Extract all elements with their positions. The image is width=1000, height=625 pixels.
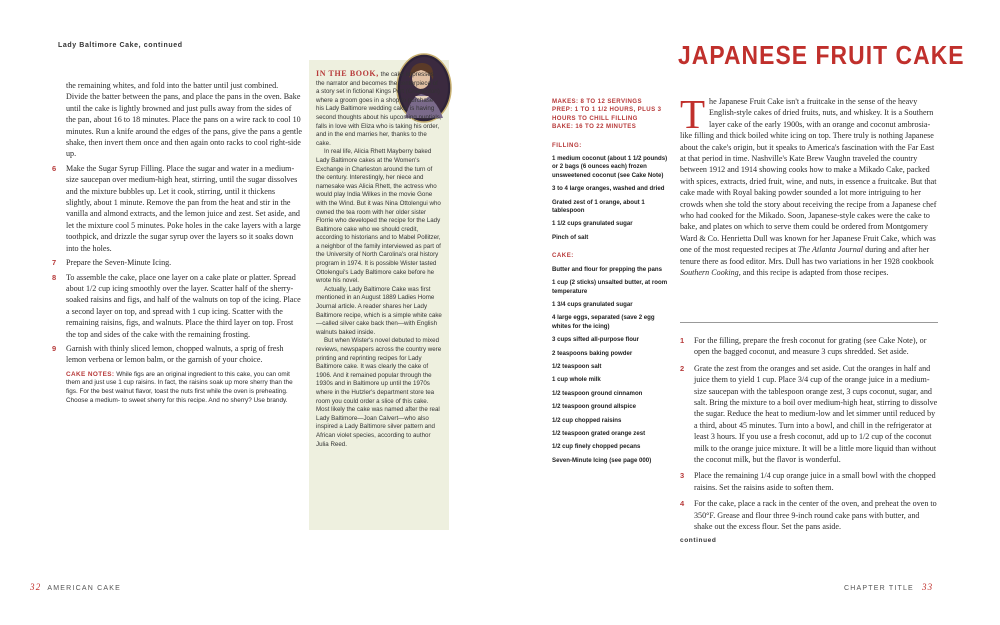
cake-notes-text: While figs are an original ingredient to this cake, you can omit them and just use 1 cup raisins. In fact, the raisins soak up more sherry than the figs. For the best walnut flavor, toast the nuts first while the oven is preheating. Choose a medium- to sweet sherry for this recipe. And no sherry? Use brandy. — [66, 370, 293, 404]
ingredient-item: 3 cups sifted all-purpose flour — [552, 336, 640, 344]
step-text: Make the Sugar Syrup Filling. Place the sugar and water in a medium-size saucepan over medium-high heat, stirring, until the sugar dissolves and the mixture bubbles up. Let it cook, stirring, until it thickens slightly, about 1 minute. Remove the pan from the heat and stir in the vanilla and almond extracts, and the lemon juice and zest. Set aside, and let the mixture cool 5 minutes. Poke holes in the cake layers with a large toothpick, and drizzle the sugar syrup over the layers so it soaks down into the holes. — [66, 163, 301, 253]
step-text: For the filling, prepare the fresh coconut for grating (see Cake Note), or open the bagged coconut, and measure 3 cups shredded. Set aside. — [694, 336, 927, 357]
yield-prep: PREP: 1 TO 1 1/2 HOURS, PLUS 3 HOURS TO CHILL FILLING — [552, 106, 662, 122]
page-number: 32 — [30, 582, 42, 592]
step-number: 3 — [680, 471, 685, 481]
step-text: Grate the zest from the oranges and set aside. Cut the oranges in half and juice them to yield 1 cup. Place 3/4 cup of the orange juice in a medium-size saucepan with the tablespoon orange zest, 3 cups coconut, sugar, and salt. Bring the mixture to a boil over medium-high heat, stirring to dissolve the sugar. Reduce the heat to medium-low and let simmer until reduced by a third, about 45 minutes. Turn into a bowl, and chill in the refrigerator at least 3 hours. If you use a fresh coconut, add up to 1/2 cup of the coconut milk to the orange juice mixture. It will be a little more liquid than without the coconut milk, but the flavor is wonderful. — [694, 363, 938, 465]
intro-paragraph: The Japanese Fruit Cake isn't a fruitcake in the sense of the heavy English-style cakes of dried fruits, nuts, and whiskey. It is a Southern layer cake of the early 1900s, with an orange and coconut ambrosia-like filling and thick boiled white icing on top. There truly is nothing Japanese about the cake's origin, but it speaks to America's fascination with the Far East at that period in time. Nashville's Kate Brew Vaughn traveled the country between 1912 and 1914 showing cooks how to make a Mikado Cake, packed with spices, extracts, dried fruit, wine, and nuts, in essence a fruitcake. But that cake made with Royal baking powder sounded a lot more intriguing to her crowds when she told the story about receiving the recipe from a Japanese chef who had cooked for the Mikado. Soon, Japanese-style cakes were the cake to bake, and plates on which to serve them could be ordered from Montgomery Ward & Co. Henrietta Dull was known for her Japanese Fruit Cake, which was one of the most requested recipes at The Atlanta Journal during and after her tenure there as food editor. Mrs. Dull has two variations in her 1928 cookbook Southern Cooking, and this recipe is adapted from those recipes. — [680, 91, 937, 278]
ingredient-item: 1 cup (2 sticks) unsalted butter, at room temperature — [552, 279, 668, 295]
ingredient-item: Seven-Minute Icing (see page 000) — [552, 456, 652, 464]
step-2 — [680, 363, 938, 466]
recipe-title: JAPANESE FRUIT CAKE — [678, 40, 965, 70]
step-4 — [680, 498, 938, 532]
ingredient-item: 1/2 cup finely chopped pecans — [552, 443, 641, 451]
ingredients-column — [552, 98, 674, 465]
yield-makes: MAKES: 8 TO 12 SERVINGS — [552, 98, 642, 105]
ingredient-item: Grated zest of 1 orange, about 1 tablespoon — [552, 198, 645, 215]
step-text: Garnish with thinly sliced lemon, chopped walnuts, a sprig of fresh lemon verbena or lemon balm, or the garnish of your choice. — [66, 343, 284, 365]
cake-notes-label: CAKE NOTES: — [66, 370, 115, 378]
book-title: AMERICAN CAKE — [47, 585, 121, 592]
step-3 — [680, 470, 938, 493]
step-9 — [52, 343, 302, 366]
ingredient-item: 1/2 teaspoon salt — [552, 362, 602, 370]
ingredient-item: 3 to 4 large oranges, washed and dried — [552, 185, 665, 193]
step-number: 9 — [52, 343, 57, 353]
step-text: To assemble the cake, place one layer on a cake plate or platter. Spread about 1/2 cup icing smoothly over the layer. Scatter half of the sherry-soaked raisins and figs, and half of the walnuts on top of the icing. Place a second layer on top, and spread with 1 cup icing. Scatter with the remaining raisins, figs, and walnuts. Place the third layer on top. Frost the top and sides of the cake with the remaining frosting. — [66, 272, 301, 339]
step-text: Place the remaining 1/4 cup orange juice in a small bowl with the chopped raisins. Set the raisins aside to soften them. — [694, 471, 936, 492]
drop-cap: T — [680, 91, 706, 137]
step-1 — [680, 335, 938, 358]
step-number: 1 — [680, 336, 685, 345]
ingredient-item: 1 medium coconut (about 1 1/2 pounds) or 2 bags (6 ounces each) frozen unsweetened coconut (see Cake Note) — [552, 155, 668, 179]
chapter-title: CHAPTER TITLE — [844, 585, 914, 592]
ingredient-item: 1 1/2 cups granulated sugar — [552, 220, 633, 228]
ingredient-item: 1 cup whole milk — [552, 376, 601, 384]
ingredient-item: 1/2 cup chopped raisins — [552, 416, 622, 424]
ingredient-item: 1 3/4 cups granulated sugar — [552, 300, 633, 308]
yield-bake: BAKE: 16 TO 22 MINUTES — [552, 123, 637, 131]
cake-heading: CAKE: — [552, 252, 574, 260]
filling-heading: FILLING: — [552, 141, 582, 149]
folio-left — [30, 582, 121, 592]
sidebar-para-3: Actually, Lady Baltimore Cake was first mentioned in an August 1889 Ladies Home Journal article. A reader shares her Lady Baltimore recipe, which is a simple white cake—called silver cake back then—with English walnuts baked inside. — [316, 285, 442, 336]
left-column — [52, 80, 303, 405]
page-number: 33 — [921, 582, 934, 592]
ingredient-item: Pinch of salt — [552, 233, 589, 241]
divider — [680, 322, 938, 323]
step-number: 8 — [52, 272, 57, 282]
continuation-text: the remaining whites, and fold into the batter until just combined. Divide the batter between the pans, and place the pans in the oven. Bake until the cake is lightly browned and just pulls away from the sides of the pan, about 16 to 18 minutes. Place the pans on a wire rack to cool 10 minutes. Run a knife around the edges of the pans, give the pans a gentle shake, then invert them once and then again onto racks to cool right-side up. — [66, 81, 303, 159]
continued-label: continued — [680, 537, 717, 544]
step-number: 6 — [52, 163, 57, 173]
sidebar-para-1: IN THE BOOK, the cake impresses the narrator and becomes the centerpiece of a story set in fictional Kings Port (Charleston) where a groom goes in a shop to purchase his Lady Baltimore wedding cake, is having second thoughts about his upcoming nuptials, falls in love with Eliza who is taking his order, and in the end marries her, thanks to the cake. — [316, 69, 442, 147]
ingredient-item: 2 teaspoons baking powder — [552, 349, 633, 357]
running-head: Lady Baltimore Cake, continued — [58, 42, 183, 49]
step-text: For the cake, place a rack in the center of the oven, and preheat the oven to 350°F. Grease and flour three 9-inch round cake pans with butter, and shake out the excess flour. Set the pans aside. — [694, 499, 937, 532]
step-text: Prepare the Seven-Minute Icing. — [66, 258, 172, 268]
ingredient-item: Butter and flour for prepping the pans — [552, 265, 663, 273]
step-7 — [52, 257, 302, 268]
step-number: 2 — [680, 363, 685, 373]
method-steps — [680, 330, 938, 533]
ingredient-item: 4 large eggs, separated (save 2 egg whites for the icing) — [552, 314, 655, 330]
cookbook-title: Southern Cooking — [680, 268, 739, 278]
step-6 — [52, 163, 302, 254]
cake-notes — [66, 371, 302, 405]
sidebar-para-4: But when Wister's novel debuted to mixed reviews, newspapers across the country were printing and reprinting recipes for Lady Baltimore cake. It was clearly the cake of 1906. And it remained popular through the 1930s and in Baltimore up until the 1970s where in the Hutzler's department store tea room you could order a slice of this cake. Most likely the cake was named after the real Lady Baltimore—Joan Calvert—who also inspired a Lady Baltimore silver pattern and African violet species, according to author Julia Reed. — [316, 337, 442, 448]
step-8 — [52, 272, 302, 340]
ingredient-item: 1/2 teaspoon ground cinnamon — [552, 389, 643, 397]
sidebar-para-2: In real life, Alicia Rhett Mayberry baked Lady Baltimore cakes at the Women's Exchange in Charleston around the turn of the century. Interestingly, her niece and namesake was Alicia Rhett, the actress who would play India Wilkes in the movie Gone with the Wind. But it was Nina Ottolengui who owned the tea room with her older sister Florrie who developed the recipe for the Lady Baltimore cake who we should credit, according to historians and to Mabel Pollitzer, a neighbor of the family interviewed as part of the University of North Carolina's oral history program in 1974. It is possible Wister tasted Ottolengui's Lady Baltimore cake before he wrote his novel. — [316, 148, 441, 285]
sidebar-text — [316, 70, 442, 449]
ingredient-item: 1/2 teaspoon ground allspice — [552, 403, 636, 411]
step-number: 7 — [52, 258, 57, 268]
sidebar-heading: IN THE BOOK, — [316, 69, 379, 78]
step-number: 4 — [680, 499, 685, 509]
ingredient-item: 1/2 teaspoon grated orange zest — [552, 429, 646, 437]
folio-right — [844, 582, 933, 592]
publication-title: The Atlanta Journal — [798, 245, 864, 255]
